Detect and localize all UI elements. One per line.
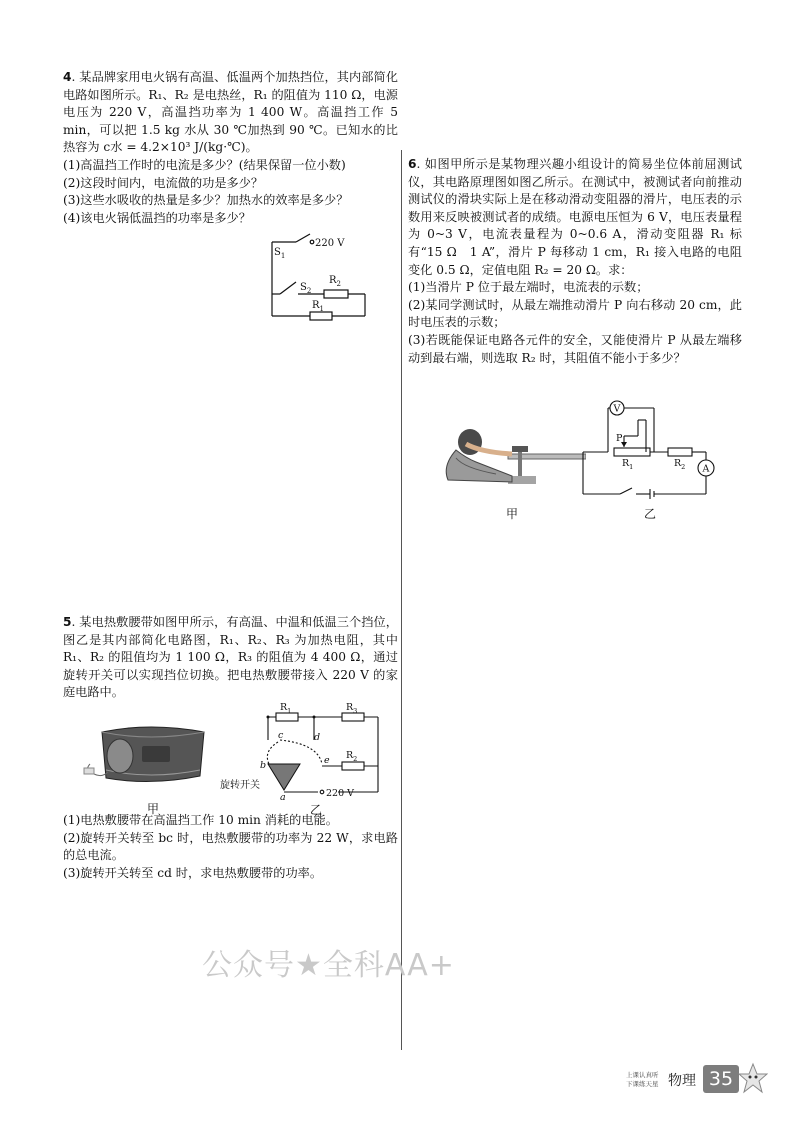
- page-number: 35: [703, 1065, 739, 1093]
- column-divider: [401, 150, 402, 1050]
- resistor-r2-label: $R_2$: [674, 458, 686, 471]
- resistor-r2-label: $R_2$: [329, 275, 341, 288]
- question-4-intro: 4. 某品牌家用电火锅有高温、低温两个加热挡位，其内部简化电路如图所示。R₁、R₂ 是电热丝，R₁ 的阻值为 110 Ω，电源电压为 220 V，高温挡功率为 1 400 W。高温挡工作 5 min，可以把 1.5 kg 水从 30 ℃加热到 90 ℃。已知水的比热容为 c水 = 4.2×10³ J/(kg·℃)。: [63, 70, 398, 155]
- question-4-item: (2)这段时间内，电流做的功是多少？: [63, 175, 264, 190]
- voltage-label: 220 V: [315, 238, 345, 249]
- question-5: [63, 614, 398, 702]
- question-4-item: (1)高温挡工作时的电流是多少？(结果保留一位小数): [63, 157, 346, 172]
- ammeter-icon: A: [702, 463, 710, 475]
- question-4-item: (3)这些水吸收的热量是多少？加热水的效率是多少？: [63, 193, 349, 208]
- footer-slogan-1: 上课认真听: [626, 1071, 659, 1079]
- question-5-item: (2)旋转开关转至 bc 时，电热敷腰带的功率为 22 W，求电路的总电流。: [63, 830, 398, 863]
- question-6-item: (3)若既能保证电路各元件的安全，又能使滑片 P 从最左端移动到最右端，则选取 R₂ 时，其阻值不能小于多少？: [408, 332, 742, 365]
- question-number: 5: [63, 615, 72, 629]
- contact-d-label: d: [314, 732, 321, 743]
- question-5-item: (3)旋转开关转至 cd 时，求电热敷腰带的功率。: [63, 865, 323, 880]
- resistor-r1-label: $R_1$: [280, 702, 292, 715]
- page-footer: [620, 1062, 770, 1098]
- rotary-switch-label: 旋转开关: [220, 780, 260, 791]
- resistor-r1-label: $R_1$: [622, 458, 634, 471]
- voltmeter-icon: V: [613, 403, 621, 415]
- resistor-r2-label: $R_2$: [346, 750, 358, 763]
- contact-c-label: c: [278, 730, 284, 741]
- question-number: 4: [63, 70, 72, 84]
- watermark: 公众号★全科AA+: [202, 948, 455, 983]
- slider-p-label: P: [616, 433, 623, 444]
- question-5-item: (1)电热敷腰带在高温挡工作 10 min 消耗的电能。: [63, 813, 338, 827]
- resistor-r1-label: $R_1$: [312, 300, 324, 313]
- question-5-intro: 5. 某电热敷腰带如图甲所示，有高温、中温和低温三个挡位，图乙是其内部简化电路图，R₁、R₂、R₃ 为加热电阻，其中 R₁、R₂ 的阻值均为 1 100 Ω，R₃ 的阻值为 4 400 Ω，通过旋转开关可以实现挡位切换。把电热敷腰带接入 220 V 的家庭电路中。: [63, 615, 398, 700]
- fig-label-jia: 甲: [147, 802, 160, 816]
- contact-a-label: a: [280, 792, 286, 803]
- fig-label-jia: 甲: [506, 507, 519, 521]
- footer-slogan-2: 下课练天星: [626, 1080, 659, 1088]
- switch-s1-label: $S_1$: [274, 247, 286, 260]
- sit-and-reach-image: [436, 418, 586, 490]
- contact-b-label: b: [260, 760, 267, 771]
- question-number: 6: [408, 157, 417, 171]
- question-6-item: (2)某同学测试时，从最左端推动滑片 P 向右移动 20 cm，此时电压表的示数；: [408, 297, 742, 330]
- question-6-item: (1)当滑片 P 位于最左端时，电流表的示数；: [408, 280, 649, 295]
- switch-s2-label: $S_2$: [300, 282, 312, 295]
- fig-label-yi: 乙: [310, 803, 323, 817]
- q4-circuit-diagram: [262, 228, 382, 322]
- question-5-items: [63, 812, 398, 882]
- footer-subject: 物理: [668, 1073, 696, 1089]
- question-6-intro: 6. 如图甲所示是某物理兴趣小组设计的简易坐位体前屈测试仪，其电路原理图如图乙所示。在测试中，被测试者向前推动测试仪的滑块实际上是在移动滑动变阻器的滑片，电压表的示数用来反映被测试者的成绩。电源电压恒为 6 V，电压表量程为 0~3 V，电流表量程为 0~0.6 A，滑动变阻器 R₁ 标有“15 Ω 1 A”，滑片 P 每移动 1 cm，R₁ 接入电路的电阻变化 0.5 Ω，定值电阻 R₂ = 20 Ω。求：: [408, 157, 742, 277]
- star-mascot-icon: [738, 1062, 768, 1096]
- contact-e-label: e: [324, 755, 330, 766]
- question-4: [63, 69, 398, 227]
- q5-circuit-diagram: [218, 700, 388, 804]
- q6-circuit-diagram: [578, 398, 728, 502]
- resistor-r3-label: $R_3$: [346, 702, 358, 715]
- question-6: [408, 156, 742, 367]
- fig-label-yi: 乙: [644, 507, 657, 521]
- question-4-item: (4)该电火锅低温挡的功率是多少？: [63, 210, 251, 225]
- waist-belt-image: [80, 720, 210, 790]
- voltage-label: 220 V: [326, 788, 355, 799]
